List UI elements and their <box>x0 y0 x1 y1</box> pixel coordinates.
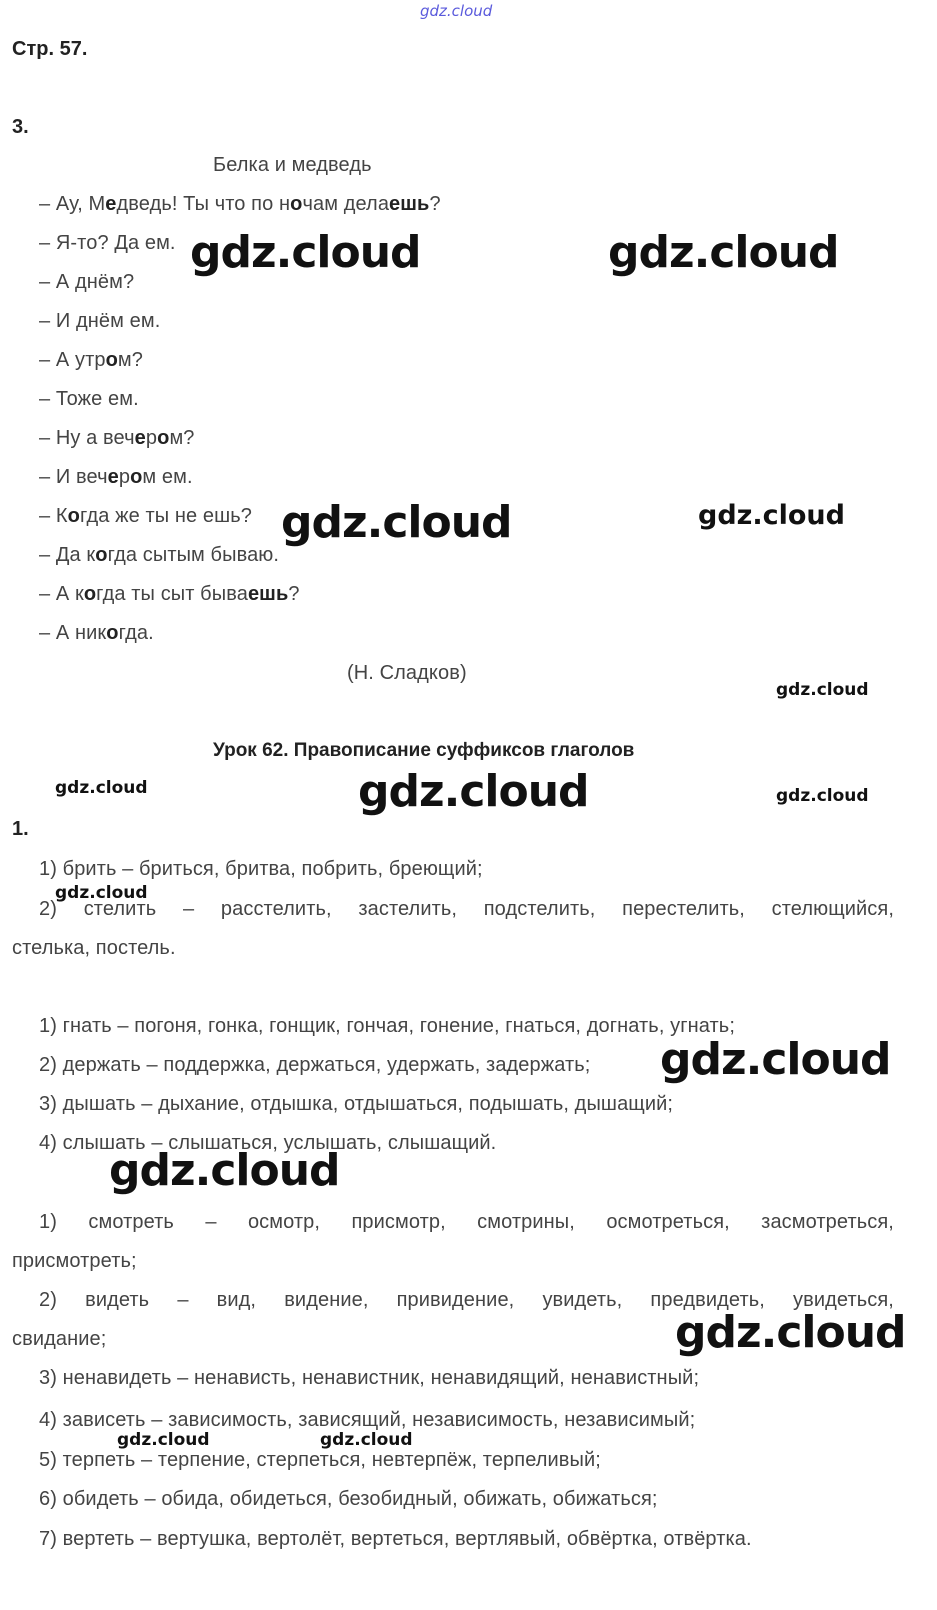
line-text: – И веч <box>39 466 108 488</box>
list-item: 7) вертеть – вертушка, вертолёт, вертеться, вертлявый, обвёртка, отвёртка. <box>39 1528 752 1550</box>
line-text: м? <box>169 427 195 449</box>
watermark: gdz.cloud <box>117 1430 210 1450</box>
word: стелить <box>83 898 157 920</box>
word: видеть <box>85 1289 150 1311</box>
highlighted-letters: ешь <box>389 193 430 215</box>
watermark: gdz.cloud <box>660 1034 891 1085</box>
word: осмотр, <box>247 1211 321 1233</box>
g3-line2-cont: свидание; <box>12 1328 107 1350</box>
word: застелить, <box>358 898 458 920</box>
word: видение, <box>284 1289 369 1311</box>
watermark: gdz.cloud <box>190 227 421 278</box>
line-text: – Ау, М <box>39 193 106 215</box>
line-text: дведь! Ты что по н <box>116 193 291 215</box>
word: – <box>177 1289 189 1311</box>
word: – <box>182 898 195 920</box>
word: перестелить, <box>622 898 745 920</box>
word: смотреть <box>88 1211 174 1233</box>
dialogue-line <box>39 192 441 216</box>
line-text: р <box>145 427 158 449</box>
g3-line1 <box>39 1210 894 1234</box>
list-item: 4) слышать – слышаться, услышать, слышащий. <box>39 1132 497 1154</box>
line-text: м ем. <box>142 466 193 488</box>
line-text: – Тоже ем. <box>39 388 139 410</box>
highlighted-letters: о <box>83 583 97 605</box>
line-text: ? <box>288 583 300 605</box>
highlighted-letters: о <box>105 349 118 371</box>
watermark: gdz.cloud <box>675 1307 906 1358</box>
dialogue-line <box>39 582 300 606</box>
word: стелющийся, <box>771 898 894 920</box>
line-text: гда сытым бываю. <box>107 544 280 566</box>
list-item: 6) обидеть – обида, обидеться, безобидный, обижать, обижаться; <box>39 1488 658 1510</box>
highlighted-letters: о <box>290 193 303 215</box>
watermark: gdz.cloud <box>358 766 589 817</box>
word: увидеться, <box>793 1289 894 1311</box>
dialogue-line <box>39 426 195 450</box>
word: присмотр, <box>351 1211 446 1233</box>
word: привидение, <box>396 1289 515 1311</box>
watermark: gdz.cloud <box>109 1145 340 1196</box>
line-text: ? <box>429 193 441 215</box>
lesson-title: Урок 62. Правописание суффиксов глаголов <box>213 740 635 761</box>
line-text: – Я-то? Да ем. <box>39 232 176 254</box>
top-watermark: gdz.cloud <box>420 2 493 20</box>
line-text: чам дела <box>302 193 390 215</box>
word: засмотреться, <box>761 1211 894 1233</box>
line-text: – И днём ем. <box>39 310 161 332</box>
dialogue-line <box>39 504 252 528</box>
g1-line2 <box>39 897 894 921</box>
page-reference: Стр. 57. <box>12 38 88 60</box>
line-text: – К <box>39 505 68 527</box>
word: – <box>205 1211 217 1233</box>
line-text: гда же ты не ешь? <box>79 505 253 527</box>
word: подстелить, <box>483 898 596 920</box>
watermark: gdz.cloud <box>698 500 845 531</box>
highlighted-letters: е <box>107 466 119 488</box>
dialogue-line <box>39 543 279 567</box>
highlighted-letters: о <box>67 505 80 527</box>
word: осмотреться, <box>606 1211 730 1233</box>
task-3-number: 3. <box>12 116 29 138</box>
line-text: м? <box>117 349 143 371</box>
list-item: 5) терпеть – терпение, стерпеться, невтерпёж, терпеливый; <box>39 1449 601 1471</box>
line-text: – А к <box>39 583 84 605</box>
watermark: gdz.cloud <box>55 883 148 903</box>
word: 2) <box>39 898 57 920</box>
highlighted-letters: е <box>134 427 146 449</box>
highlighted-letters: о <box>95 544 108 566</box>
highlighted-letters: е <box>105 193 117 215</box>
word: смотрины, <box>477 1211 575 1233</box>
word: увидеть, <box>542 1289 623 1311</box>
highlighted-letters: ешь <box>247 583 289 605</box>
watermark: gdz.cloud <box>776 786 869 806</box>
task-1-number: 1. <box>12 818 29 840</box>
watermark: gdz.cloud <box>55 778 148 798</box>
dialogue-line <box>39 231 176 255</box>
line-text: – А ник <box>39 622 107 644</box>
line-text: – Ну а веч <box>39 427 135 449</box>
watermark: gdz.cloud <box>320 1430 413 1450</box>
watermark: gdz.cloud <box>608 227 839 278</box>
list-item: 4) зависеть – зависимость, зависящий, независимость, независимый; <box>39 1409 696 1431</box>
dialogue-line <box>39 309 160 333</box>
highlighted-letters: о <box>157 427 170 449</box>
watermark: gdz.cloud <box>776 680 869 700</box>
highlighted-letters: о <box>130 466 143 488</box>
word: предвидеть, <box>650 1289 765 1311</box>
line-text: р <box>118 466 131 488</box>
dialogue-line <box>39 270 134 294</box>
story-author: (Н. Сладков) <box>347 662 467 684</box>
story-title: Белка и медведь <box>213 154 372 176</box>
word: 1) <box>39 1211 57 1233</box>
dialogue-line <box>39 465 193 489</box>
word: 2) <box>39 1289 57 1311</box>
word: вид, <box>216 1289 257 1311</box>
watermark: gdz.cloud <box>281 497 512 548</box>
word: расстелить, <box>220 898 332 920</box>
line-text: гда. <box>118 622 154 644</box>
dialogue-line <box>39 387 139 411</box>
g3-line1-cont: присмотреть; <box>12 1250 137 1272</box>
highlighted-letters: о <box>106 622 119 644</box>
line-text: – А утр <box>39 349 106 371</box>
line-text: гда ты сыт быва <box>96 583 248 605</box>
list-item: 3) ненавидеть – ненависть, ненавистник, ненавидящий, ненавистный; <box>39 1367 700 1389</box>
line-text: – А днём? <box>39 271 135 293</box>
list-item: 1) гнать – погоня, гонка, гонщик, гончая, гонение, гнаться, догнать, угнать; <box>39 1015 735 1037</box>
dialogue-line <box>39 621 154 645</box>
list-item: 3) дышать – дыхание, отдышка, отдышаться, подышать, дышащий; <box>39 1093 674 1115</box>
g1-line1: 1) брить – бриться, бритва, побрить, бреющий; <box>39 858 483 880</box>
line-text: – Да к <box>39 544 96 566</box>
g1-line3: стелька, постель. <box>12 937 176 959</box>
list-item: 2) держать – поддержка, держаться, удержать, задержать; <box>39 1054 591 1076</box>
dialogue-line <box>39 348 143 372</box>
